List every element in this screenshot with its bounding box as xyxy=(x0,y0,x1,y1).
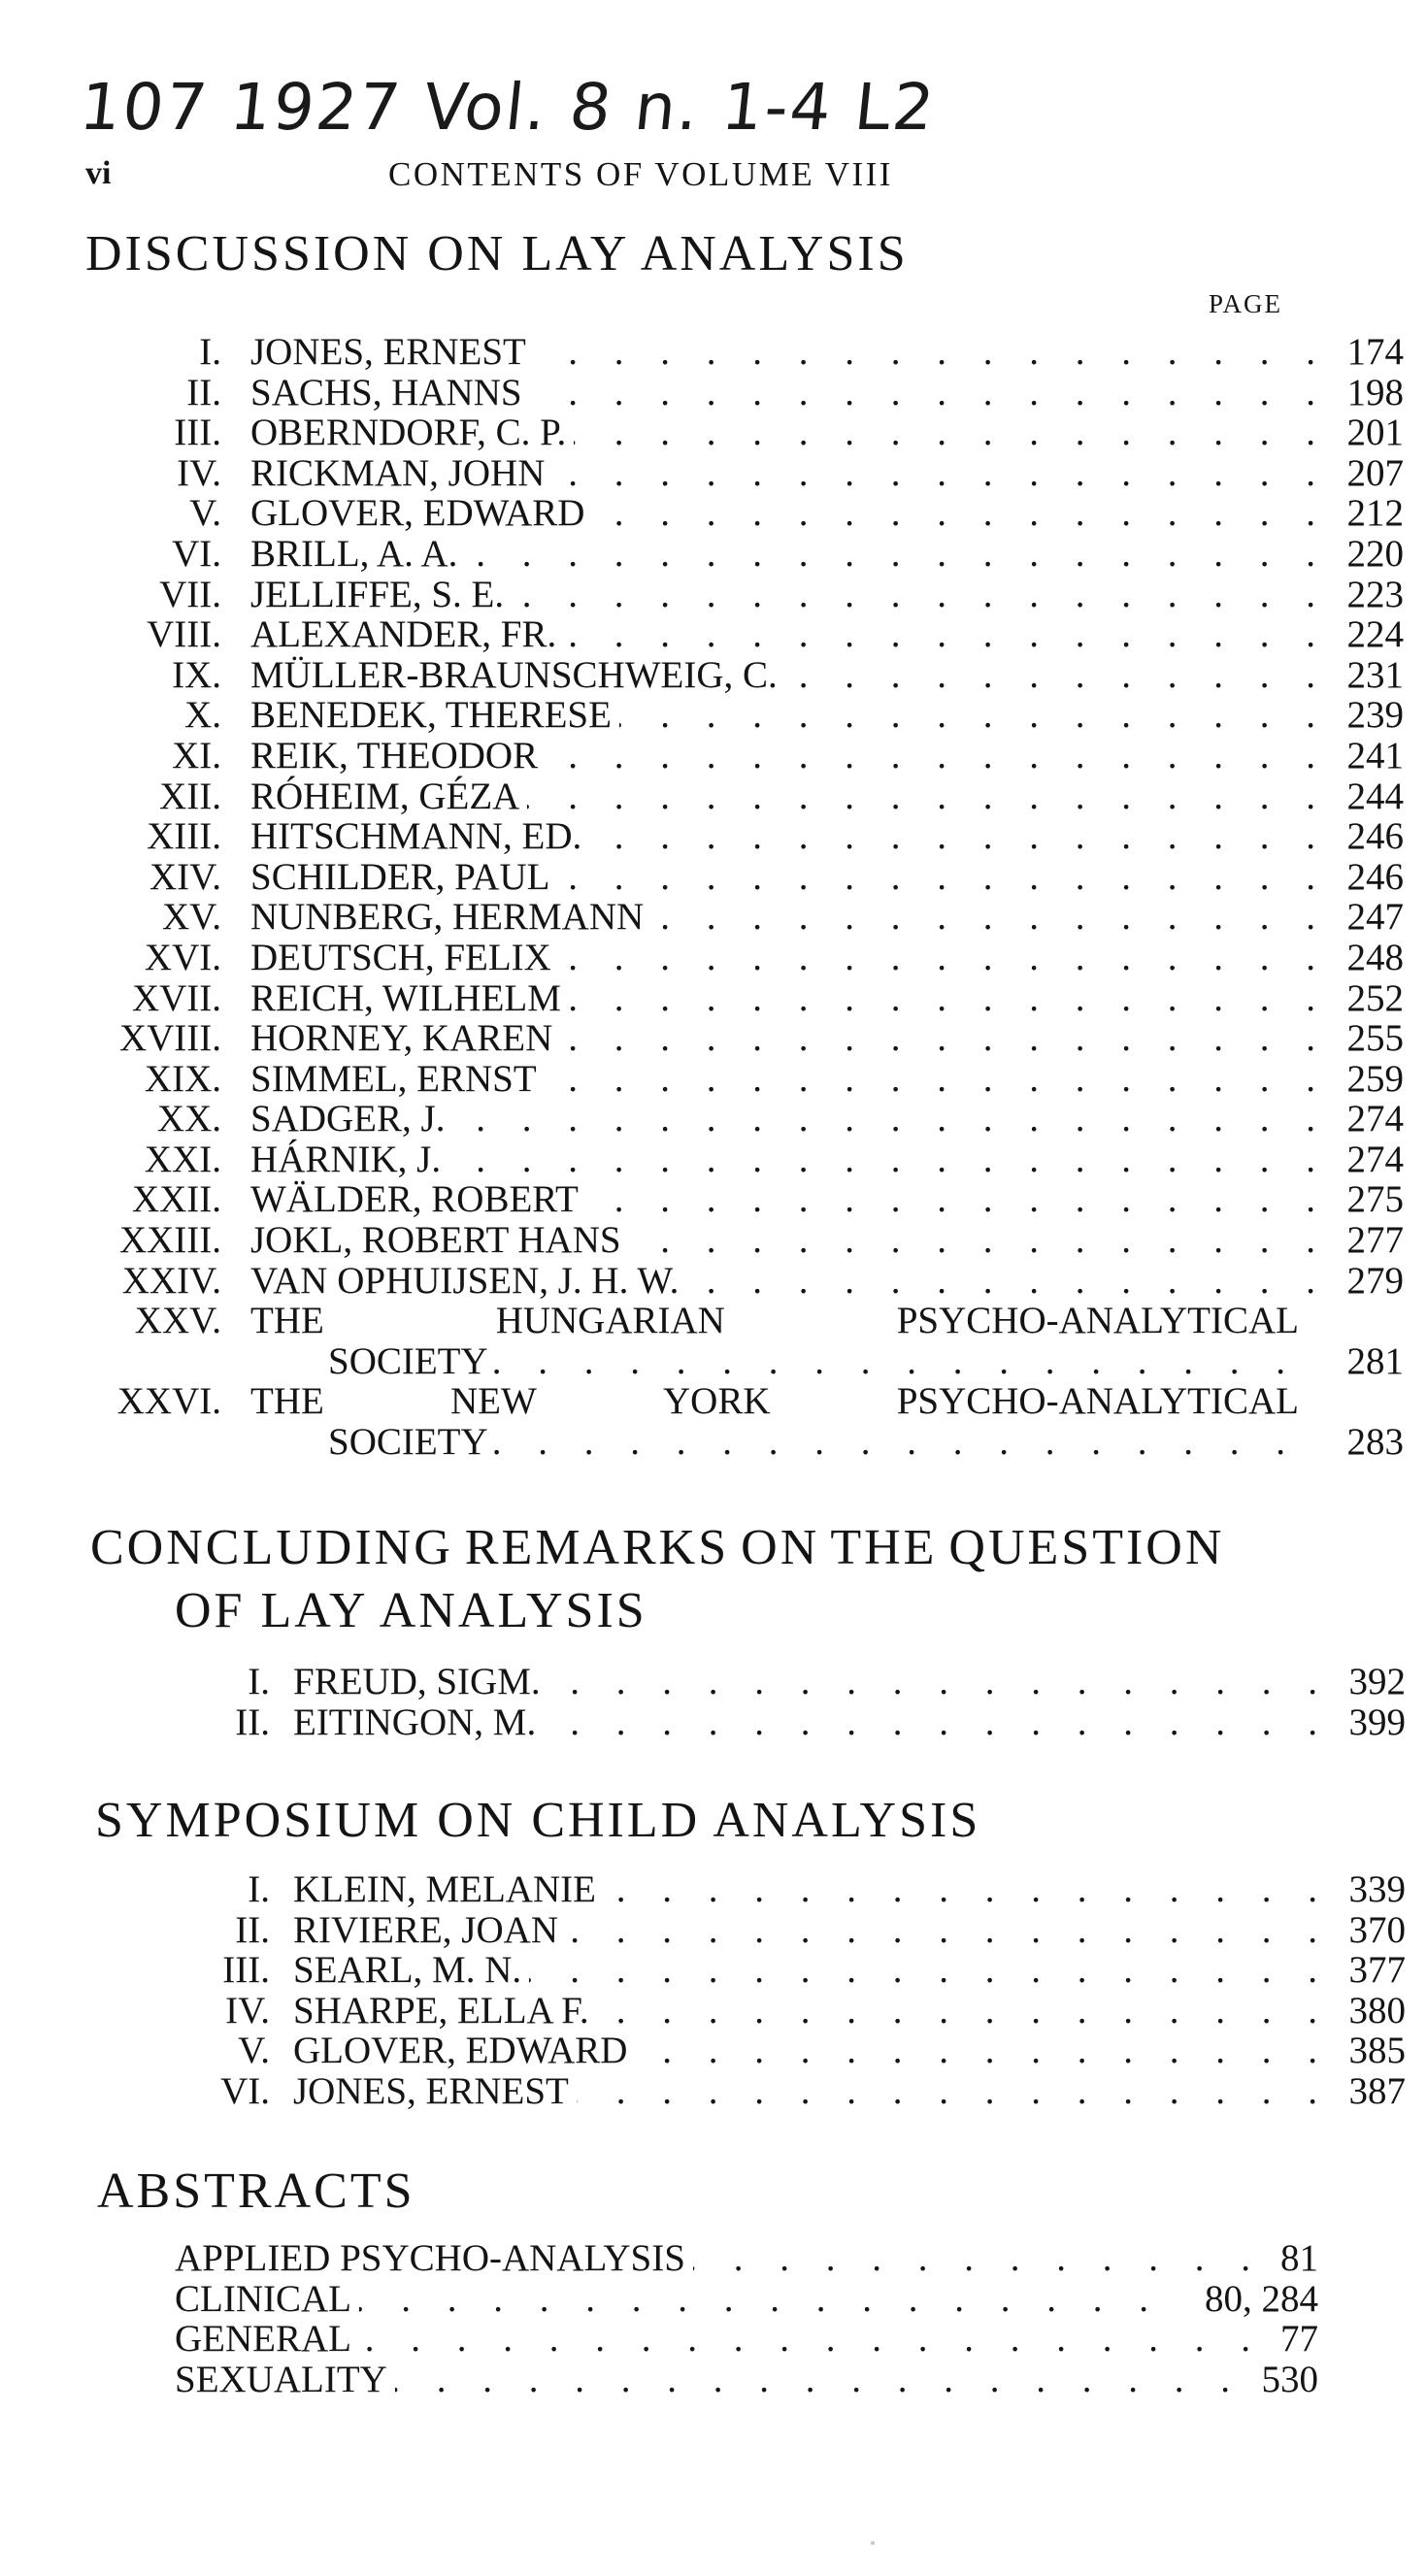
dot-leader xyxy=(545,1059,1329,1100)
entry-title: FREUD, SIGM. xyxy=(293,1661,541,1702)
toc-entry xyxy=(85,373,1415,413)
entry-page: 198 xyxy=(1346,371,1404,413)
entry-page: 283 xyxy=(1346,1420,1404,1463)
abstracts-section-title: ABSTRACTS xyxy=(97,2163,415,2219)
dot-leader xyxy=(359,2319,1264,2360)
entry-title-line xyxy=(250,1381,1299,1422)
entry-number: XV. xyxy=(161,896,221,939)
entry-number: XI. xyxy=(172,734,221,776)
entry-number: III. xyxy=(222,1949,270,1992)
entry-title: REICH, WILHELM xyxy=(250,976,561,1019)
entry-word: HUNGARIAN xyxy=(495,1300,725,1341)
toc-entry xyxy=(175,2279,1427,2320)
entry-page: 387 xyxy=(1348,2069,1406,2112)
entry-page: 247 xyxy=(1346,896,1404,939)
toc-entry xyxy=(85,1018,1415,1059)
dot-leader xyxy=(527,776,1329,817)
running-head: CONTENTS OF VOLUME VIII xyxy=(388,155,893,193)
toc-entry xyxy=(85,1099,1415,1139)
entry-title: SEARL, M. N. xyxy=(293,1949,522,1992)
entry-title: JONES, ERNEST xyxy=(250,331,526,373)
entry-title: REIK, THEODOR xyxy=(250,734,539,776)
entry-word: THE xyxy=(250,1380,324,1423)
dot-leader xyxy=(534,332,1329,373)
entry-page: 385 xyxy=(1348,2030,1406,2072)
entry-number: XXIII. xyxy=(118,1219,221,1262)
entry-page: 248 xyxy=(1346,936,1404,978)
entry-number: I. xyxy=(248,1868,270,1910)
entry-number: X. xyxy=(184,694,221,737)
entry-number: V. xyxy=(189,492,221,535)
entry-page: 275 xyxy=(1346,1178,1404,1221)
entry-title: MÜLLER-BRAUNSCHWEIG, C. xyxy=(250,653,778,696)
toc-entry xyxy=(165,1869,1427,1910)
entry-title: RIVIERE, JOAN xyxy=(293,1908,558,1951)
entry-title: HÁRNIK, J. xyxy=(250,1138,442,1180)
toc-entry xyxy=(85,816,1415,857)
toc-entry-hungarian-society xyxy=(85,1301,1415,1381)
toc-entry xyxy=(175,2238,1427,2279)
toc-entry xyxy=(85,978,1415,1019)
dot-leader xyxy=(604,1869,1331,1910)
toc-entry xyxy=(85,695,1415,736)
toc-entry xyxy=(165,1991,1427,2031)
dot-leader xyxy=(597,1991,1331,2031)
toc-entry xyxy=(85,1220,1415,1261)
entry-title: WÄLDER, ROBERT xyxy=(250,1178,579,1221)
entry-number: IX. xyxy=(172,653,221,696)
dot-leader xyxy=(569,978,1329,1019)
entry-page: 239 xyxy=(1346,694,1404,737)
entry-title: OBERNDORF, C. P. xyxy=(250,412,567,454)
dot-leader xyxy=(586,1179,1329,1220)
entry-title: SADGER, J. xyxy=(250,1098,446,1140)
dot-leader xyxy=(474,1341,1299,1382)
entry-page: 244 xyxy=(1346,775,1404,817)
entry-page: 281 xyxy=(1346,1339,1404,1382)
toc-entry xyxy=(175,2319,1427,2360)
dot-leader xyxy=(544,1702,1331,1743)
abstracts-list xyxy=(175,2238,1427,2399)
discussion-list xyxy=(85,332,1415,1301)
toc-entry xyxy=(165,2071,1427,2112)
entry-word: NEW xyxy=(450,1380,537,1423)
dot-leader xyxy=(395,2360,1244,2400)
entry-page: 530 xyxy=(1261,2358,1318,2400)
toc-entry xyxy=(85,655,1415,696)
entry-number: II. xyxy=(186,371,221,413)
entry-number: I. xyxy=(199,331,221,373)
entry-page: 241 xyxy=(1346,734,1404,776)
dot-leader xyxy=(530,373,1329,413)
entry-page: 207 xyxy=(1346,451,1404,494)
entry-title: JOKL, ROBERT HANS xyxy=(250,1219,621,1262)
toc-entry xyxy=(85,453,1415,494)
toc-entry xyxy=(85,938,1415,978)
toc-entry xyxy=(165,1662,1427,1702)
discussion-society-entries xyxy=(85,1301,1415,1462)
entry-word: PSYCHO-ANALYTICAL xyxy=(896,1380,1299,1423)
entry-page: 246 xyxy=(1346,855,1404,898)
entry-number: XVIII. xyxy=(118,1017,221,1060)
dot-leader xyxy=(359,2279,1162,2320)
entry-page: 255 xyxy=(1346,1017,1404,1060)
entry-number: XXIV. xyxy=(121,1259,221,1302)
toc-entry xyxy=(85,614,1415,655)
entry-title: HITSCHMANN, ED. xyxy=(250,815,582,858)
entry-number: XIII. xyxy=(147,815,221,858)
dot-leader xyxy=(548,1662,1331,1702)
entry-title: HORNEY, KAREN xyxy=(250,1017,553,1060)
concluding-section-title: CONCLUDING REMARKS ON THE QUESTION xyxy=(90,1520,1225,1575)
toc-entry xyxy=(85,575,1415,615)
entry-page: 77 xyxy=(1280,2318,1318,2361)
entry-number: VIII. xyxy=(147,613,221,656)
entry-page: 81 xyxy=(1280,2237,1318,2279)
entry-page: 252 xyxy=(1346,976,1404,1019)
entry-number: VII. xyxy=(159,573,221,615)
entry-title: APPLIED PSYCHO-ANALYSIS xyxy=(175,2237,685,2279)
entry-word: THE xyxy=(250,1300,324,1341)
symposium-list xyxy=(165,1869,1427,2112)
entry-number: XXV. xyxy=(134,1300,221,1341)
entry-title: GLOVER, EDWARD xyxy=(250,492,585,535)
entry-page: 377 xyxy=(1348,1949,1406,1992)
entry-number: VI. xyxy=(220,2069,270,2112)
entry-title: SACHS, HANNS xyxy=(250,371,522,413)
paper-speck xyxy=(871,2541,875,2545)
entry-number: II. xyxy=(235,1908,270,1951)
toc-entry xyxy=(85,332,1415,373)
entry-number: XXI. xyxy=(144,1138,221,1180)
entry-number: VI. xyxy=(172,532,221,575)
dot-leader xyxy=(448,1139,1329,1180)
entry-number: XII. xyxy=(159,775,221,817)
dot-leader xyxy=(564,614,1329,655)
entry-title: NUNBERG, HERMANN xyxy=(250,896,645,939)
entry-page: 223 xyxy=(1346,573,1404,615)
dot-leader xyxy=(474,1422,1299,1463)
symposium-section-title: SYMPOSIUM ON CHILD ANALYSIS xyxy=(95,1793,981,1848)
entry-title: JONES, ERNEST xyxy=(293,2069,569,2112)
entry-title: SIMMEL, ERNST xyxy=(250,1057,537,1100)
dot-leader xyxy=(592,493,1329,534)
entry-title: KLEIN, MELANIE xyxy=(293,1868,596,1910)
entry-title-line xyxy=(250,1301,1299,1341)
entry-page: 277 xyxy=(1346,1219,1404,1262)
entry-page: 370 xyxy=(1348,1908,1406,1951)
entry-title: GENERAL xyxy=(175,2318,351,2361)
entry-title-continuation: SOCIETY xyxy=(328,1339,488,1382)
entry-title: BENEDEK, THERESE xyxy=(250,694,612,737)
toc-entry-new-york-society xyxy=(85,1381,1415,1462)
handwritten-catalogue-note: 107 1927 Vol. 8 n. 1-4 L2 xyxy=(76,70,940,145)
entry-page: 259 xyxy=(1346,1057,1404,1100)
toc-entry xyxy=(85,776,1415,817)
toc-entry xyxy=(85,857,1415,898)
entry-page: 274 xyxy=(1346,1098,1404,1140)
toc-entry xyxy=(85,493,1415,534)
dot-leader xyxy=(557,857,1329,898)
entry-page: 80, 284 xyxy=(1205,2277,1318,2320)
entry-page: 220 xyxy=(1346,532,1404,575)
toc-entry xyxy=(85,1179,1415,1220)
entry-page: 201 xyxy=(1346,412,1404,454)
toc-entry xyxy=(85,1059,1415,1100)
dot-leader xyxy=(465,534,1329,575)
toc-entry xyxy=(85,413,1415,453)
entry-number: IV. xyxy=(177,451,221,494)
dot-leader xyxy=(560,1018,1329,1059)
entry-page: 231 xyxy=(1346,653,1404,696)
toc-entry xyxy=(85,736,1415,776)
entry-page: 339 xyxy=(1348,1868,1406,1910)
entry-number: XX. xyxy=(156,1098,221,1140)
entry-number: III. xyxy=(174,412,221,454)
entry-title: SHARPE, ELLA F. xyxy=(293,1989,589,2031)
toc-entry xyxy=(85,1261,1415,1302)
entry-number: V. xyxy=(238,2030,270,2072)
dot-leader xyxy=(546,736,1329,776)
entry-number: XVI. xyxy=(144,936,221,978)
concluding-section-title-cont: OF LAY ANALYSIS xyxy=(175,1583,647,1638)
dot-leader xyxy=(552,453,1329,494)
entry-title: SEXUALITY xyxy=(175,2358,387,2400)
dot-leader xyxy=(529,1950,1331,1991)
toc-entry xyxy=(85,1139,1415,1180)
entry-title: GLOVER, EDWARD xyxy=(293,2030,628,2072)
entry-title: VAN OPHUIJSEN, J. H. W. xyxy=(250,1259,680,1302)
entry-page: 174 xyxy=(1346,331,1404,373)
entry-page: 212 xyxy=(1346,492,1404,535)
toc-entry xyxy=(165,1950,1427,1991)
page-column-label: PAGE xyxy=(1209,289,1283,318)
dot-leader xyxy=(589,816,1329,857)
entry-title: RÓHEIM, GÉZA xyxy=(250,775,520,817)
entry-title: DEUTSCH, FELIX xyxy=(250,936,551,978)
entry-title: SCHILDER, PAUL xyxy=(250,855,550,898)
entry-number: I. xyxy=(248,1661,270,1702)
toc-entry xyxy=(165,1910,1427,1951)
toc-entry xyxy=(85,534,1415,575)
toc-entry xyxy=(175,2360,1427,2400)
toc-entry xyxy=(85,897,1415,938)
page-number: vi xyxy=(85,155,112,191)
entry-title: CLINICAL xyxy=(175,2277,351,2320)
entry-word: YORK xyxy=(663,1380,771,1423)
entry-page: 392 xyxy=(1348,1661,1406,1702)
dot-leader xyxy=(512,575,1329,615)
dot-leader xyxy=(559,938,1329,978)
entry-title: ALEXANDER, FR. xyxy=(250,613,557,656)
dot-leader xyxy=(574,413,1329,453)
entry-title: EITINGON, M. xyxy=(293,1701,537,1743)
entry-word: PSYCHO-ANALYTICAL xyxy=(896,1300,1299,1341)
entry-page: 380 xyxy=(1348,1989,1406,2031)
toc-entry xyxy=(165,1702,1427,1743)
entry-page: 246 xyxy=(1346,815,1404,858)
entry-title: JELLIFFE, S. E. xyxy=(250,573,505,615)
entry-number: XIX. xyxy=(144,1057,221,1100)
entry-number: IV. xyxy=(225,1989,270,2031)
entry-number: XIV. xyxy=(149,855,221,898)
entry-title: RICKMAN, JOHN xyxy=(250,451,546,494)
dot-leader xyxy=(452,1099,1329,1139)
entry-title-continuation: SOCIETY xyxy=(328,1420,488,1463)
entry-page: 399 xyxy=(1348,1701,1406,1743)
entry-number: XXVI. xyxy=(116,1380,221,1423)
entry-page: 274 xyxy=(1346,1138,1404,1180)
toc-entry xyxy=(165,2031,1427,2071)
concluding-list xyxy=(165,1662,1427,1742)
entry-number: XXII. xyxy=(131,1178,221,1221)
entry-number: II. xyxy=(235,1701,270,1743)
discussion-section-title: DISCUSSION ON LAY ANALYSIS xyxy=(85,226,909,281)
dot-leader xyxy=(566,1910,1331,1951)
entry-title: BRILL, A. A. xyxy=(250,532,458,575)
entry-page: 224 xyxy=(1346,613,1404,656)
dot-leader xyxy=(577,2071,1331,2112)
entry-page: 279 xyxy=(1346,1259,1404,1302)
entry-number: XVII. xyxy=(131,976,221,1019)
